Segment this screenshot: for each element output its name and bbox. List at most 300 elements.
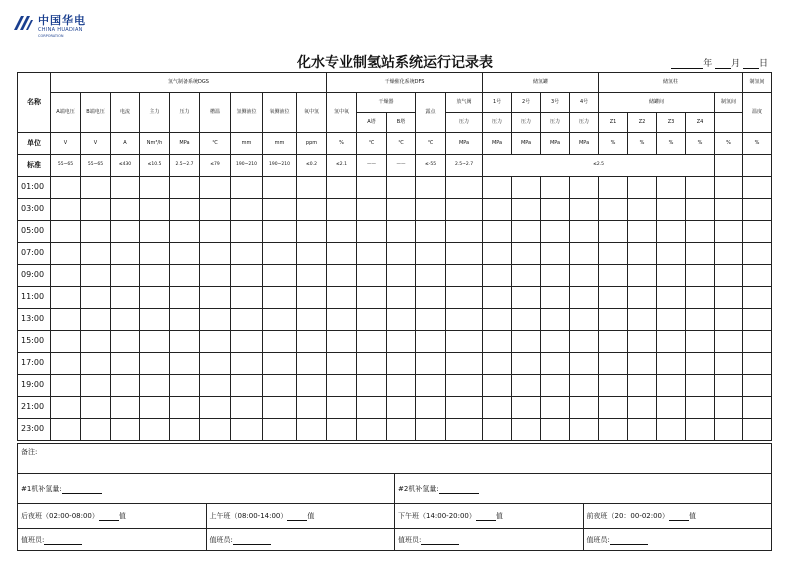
entry-cell[interactable]	[657, 177, 686, 199]
entry-cell[interactable]	[446, 221, 483, 243]
entry-cell[interactable]	[743, 353, 772, 375]
entry-cell[interactable]	[512, 221, 541, 243]
entry-cell[interactable]	[743, 199, 772, 221]
entry-cell[interactable]	[231, 419, 263, 441]
entry-cell[interactable]	[81, 353, 111, 375]
entry-cell[interactable]	[231, 265, 263, 287]
entry-cell[interactable]	[686, 331, 715, 353]
entry-cell[interactable]	[81, 397, 111, 419]
entry-cell[interactable]	[446, 419, 483, 441]
entry-cell[interactable]	[140, 243, 170, 265]
month-blank[interactable]	[715, 59, 731, 69]
entry-cell[interactable]	[743, 287, 772, 309]
entry-cell[interactable]	[140, 309, 170, 331]
entry-cell[interactable]	[570, 419, 599, 441]
entry-cell[interactable]	[140, 397, 170, 419]
staff-cell[interactable]	[18, 529, 207, 551]
entry-cell[interactable]	[743, 221, 772, 243]
entry-cell[interactable]	[327, 353, 357, 375]
shift-blank[interactable]	[287, 513, 307, 521]
entry-cell[interactable]	[231, 287, 263, 309]
entry-cell[interactable]	[686, 265, 715, 287]
entry-cell[interactable]	[483, 243, 512, 265]
entry-cell[interactable]	[686, 287, 715, 309]
staff-blank[interactable]	[421, 537, 459, 545]
entry-cell[interactable]	[715, 221, 743, 243]
entry-cell[interactable]	[570, 287, 599, 309]
entry-cell[interactable]	[140, 287, 170, 309]
entry-cell[interactable]	[541, 331, 570, 353]
entry-cell[interactable]	[628, 177, 657, 199]
entry-cell[interactable]	[81, 265, 111, 287]
entry-cell[interactable]	[628, 353, 657, 375]
entry-cell[interactable]	[170, 309, 200, 331]
entry-cell[interactable]	[387, 397, 416, 419]
entry-cell[interactable]	[140, 199, 170, 221]
entry-cell[interactable]	[686, 419, 715, 441]
entry-cell[interactable]	[541, 397, 570, 419]
entry-cell[interactable]	[170, 199, 200, 221]
entry-cell[interactable]	[297, 265, 327, 287]
entry-cell[interactable]	[387, 309, 416, 331]
entry-cell[interactable]	[357, 331, 387, 353]
entry-cell[interactable]	[657, 199, 686, 221]
entry-cell[interactable]	[743, 419, 772, 441]
entry-cell[interactable]	[416, 221, 446, 243]
entry-cell[interactable]	[263, 287, 297, 309]
entry-cell[interactable]	[263, 419, 297, 441]
entry-cell[interactable]	[715, 265, 743, 287]
entry-cell[interactable]	[357, 243, 387, 265]
entry-cell[interactable]	[483, 221, 512, 243]
entry-cell[interactable]	[170, 177, 200, 199]
entry-cell[interactable]	[446, 309, 483, 331]
entry-cell[interactable]	[599, 287, 628, 309]
entry-cell[interactable]	[297, 419, 327, 441]
entry-cell[interactable]	[715, 287, 743, 309]
entry-cell[interactable]	[231, 177, 263, 199]
entry-cell[interactable]	[387, 265, 416, 287]
entry-cell[interactable]	[81, 375, 111, 397]
entry-cell[interactable]	[599, 265, 628, 287]
entry-cell[interactable]	[263, 221, 297, 243]
entry-cell[interactable]	[81, 309, 111, 331]
entry-cell[interactable]	[200, 353, 231, 375]
entry-cell[interactable]	[297, 199, 327, 221]
entry-cell[interactable]	[541, 243, 570, 265]
entry-cell[interactable]	[231, 243, 263, 265]
entry-cell[interactable]	[416, 199, 446, 221]
entry-cell[interactable]	[200, 419, 231, 441]
entry-cell[interactable]	[570, 265, 599, 287]
entry-cell[interactable]	[541, 265, 570, 287]
entry-cell[interactable]	[231, 353, 263, 375]
entry-cell[interactable]	[743, 375, 772, 397]
entry-cell[interactable]	[111, 265, 140, 287]
entry-cell[interactable]	[512, 243, 541, 265]
entry-cell[interactable]	[81, 177, 111, 199]
entry-cell[interactable]	[416, 419, 446, 441]
entry-cell[interactable]	[657, 309, 686, 331]
entry-cell[interactable]	[483, 353, 512, 375]
entry-cell[interactable]	[541, 199, 570, 221]
entry-cell[interactable]	[628, 287, 657, 309]
entry-cell[interactable]	[51, 221, 81, 243]
entry-cell[interactable]	[387, 375, 416, 397]
entry-cell[interactable]	[541, 375, 570, 397]
entry-cell[interactable]	[140, 331, 170, 353]
entry-cell[interactable]	[657, 243, 686, 265]
entry-cell[interactable]	[111, 419, 140, 441]
entry-cell[interactable]	[297, 375, 327, 397]
entry-cell[interactable]	[111, 331, 140, 353]
entry-cell[interactable]	[297, 221, 327, 243]
entry-cell[interactable]	[628, 375, 657, 397]
staff-cell[interactable]	[583, 529, 772, 551]
shift-cell[interactable]	[583, 504, 772, 529]
shift-blank[interactable]	[669, 513, 689, 521]
entry-cell[interactable]	[715, 375, 743, 397]
entry-cell[interactable]	[51, 177, 81, 199]
entry-cell[interactable]	[483, 419, 512, 441]
entry-cell[interactable]	[327, 177, 357, 199]
entry-cell[interactable]	[512, 287, 541, 309]
entry-cell[interactable]	[743, 243, 772, 265]
unit2-blank[interactable]	[439, 486, 479, 494]
entry-cell[interactable]	[51, 419, 81, 441]
entry-cell[interactable]	[200, 177, 231, 199]
entry-cell[interactable]	[416, 353, 446, 375]
unit2-cell[interactable]	[395, 474, 772, 504]
entry-cell[interactable]	[743, 177, 772, 199]
entry-cell[interactable]	[200, 397, 231, 419]
entry-cell[interactable]	[51, 375, 81, 397]
entry-cell[interactable]	[657, 353, 686, 375]
entry-cell[interactable]	[200, 375, 231, 397]
entry-cell[interactable]	[327, 309, 357, 331]
entry-cell[interactable]	[297, 177, 327, 199]
entry-cell[interactable]	[231, 331, 263, 353]
entry-cell[interactable]	[140, 177, 170, 199]
entry-cell[interactable]	[81, 199, 111, 221]
day-blank[interactable]	[743, 59, 759, 69]
entry-cell[interactable]	[743, 397, 772, 419]
entry-cell[interactable]	[111, 287, 140, 309]
entry-cell[interactable]	[200, 287, 231, 309]
entry-cell[interactable]	[327, 265, 357, 287]
entry-cell[interactable]	[483, 199, 512, 221]
entry-cell[interactable]	[541, 177, 570, 199]
entry-cell[interactable]	[327, 199, 357, 221]
entry-cell[interactable]	[599, 419, 628, 441]
entry-cell[interactable]	[446, 177, 483, 199]
entry-cell[interactable]	[541, 221, 570, 243]
entry-cell[interactable]	[570, 397, 599, 419]
shift-blank[interactable]	[99, 513, 119, 521]
shift-cell[interactable]	[206, 504, 395, 529]
entry-cell[interactable]	[111, 309, 140, 331]
entry-cell[interactable]	[51, 265, 81, 287]
entry-cell[interactable]	[170, 287, 200, 309]
entry-cell[interactable]	[327, 419, 357, 441]
entry-cell[interactable]	[715, 331, 743, 353]
entry-cell[interactable]	[512, 199, 541, 221]
entry-cell[interactable]	[570, 199, 599, 221]
entry-cell[interactable]	[231, 309, 263, 331]
entry-cell[interactable]	[686, 221, 715, 243]
entry-cell[interactable]	[599, 309, 628, 331]
entry-cell[interactable]	[111, 199, 140, 221]
entry-cell[interactable]	[170, 397, 200, 419]
entry-cell[interactable]	[599, 177, 628, 199]
entry-cell[interactable]	[628, 331, 657, 353]
entry-cell[interactable]	[81, 331, 111, 353]
entry-cell[interactable]	[483, 331, 512, 353]
entry-cell[interactable]	[81, 287, 111, 309]
entry-cell[interactable]	[51, 199, 81, 221]
entry-cell[interactable]	[263, 177, 297, 199]
entry-cell[interactable]	[686, 309, 715, 331]
entry-cell[interactable]	[715, 397, 743, 419]
entry-cell[interactable]	[446, 375, 483, 397]
entry-cell[interactable]	[111, 375, 140, 397]
shift-cell[interactable]	[395, 504, 584, 529]
entry-cell[interactable]	[387, 419, 416, 441]
entry-cell[interactable]	[140, 375, 170, 397]
shift-blank[interactable]	[476, 513, 496, 521]
entry-cell[interactable]	[111, 243, 140, 265]
entry-cell[interactable]	[446, 397, 483, 419]
entry-cell[interactable]	[200, 309, 231, 331]
staff-blank[interactable]	[44, 537, 82, 545]
entry-cell[interactable]	[686, 353, 715, 375]
entry-cell[interactable]	[483, 265, 512, 287]
entry-cell[interactable]	[743, 265, 772, 287]
entry-cell[interactable]	[570, 353, 599, 375]
entry-cell[interactable]	[327, 243, 357, 265]
entry-cell[interactable]	[657, 419, 686, 441]
entry-cell[interactable]	[111, 177, 140, 199]
entry-cell[interactable]	[599, 199, 628, 221]
entry-cell[interactable]	[140, 353, 170, 375]
staff-blank[interactable]	[233, 537, 271, 545]
entry-cell[interactable]	[357, 221, 387, 243]
entry-cell[interactable]	[416, 309, 446, 331]
entry-cell[interactable]	[51, 309, 81, 331]
entry-cell[interactable]	[170, 221, 200, 243]
entry-cell[interactable]	[657, 331, 686, 353]
entry-cell[interactable]	[570, 309, 599, 331]
entry-cell[interactable]	[170, 265, 200, 287]
entry-cell[interactable]	[51, 397, 81, 419]
entry-cell[interactable]	[483, 375, 512, 397]
entry-cell[interactable]	[657, 375, 686, 397]
entry-cell[interactable]	[387, 353, 416, 375]
entry-cell[interactable]	[170, 243, 200, 265]
entry-cell[interactable]	[715, 199, 743, 221]
entry-cell[interactable]	[541, 287, 570, 309]
entry-cell[interactable]	[416, 331, 446, 353]
entry-cell[interactable]	[743, 309, 772, 331]
entry-cell[interactable]	[570, 243, 599, 265]
entry-cell[interactable]	[657, 287, 686, 309]
entry-cell[interactable]	[170, 419, 200, 441]
entry-cell[interactable]	[357, 397, 387, 419]
entry-cell[interactable]	[416, 177, 446, 199]
entry-cell[interactable]	[512, 331, 541, 353]
entry-cell[interactable]	[570, 221, 599, 243]
entry-cell[interactable]	[297, 353, 327, 375]
entry-cell[interactable]	[263, 199, 297, 221]
entry-cell[interactable]	[686, 243, 715, 265]
entry-cell[interactable]	[512, 265, 541, 287]
entry-cell[interactable]	[357, 309, 387, 331]
entry-cell[interactable]	[446, 287, 483, 309]
shift-cell[interactable]	[18, 504, 207, 529]
entry-cell[interactable]	[263, 243, 297, 265]
entry-cell[interactable]	[599, 397, 628, 419]
entry-cell[interactable]	[357, 177, 387, 199]
entry-cell[interactable]	[628, 265, 657, 287]
entry-cell[interactable]	[231, 375, 263, 397]
entry-cell[interactable]	[170, 331, 200, 353]
entry-cell[interactable]	[140, 221, 170, 243]
entry-cell[interactable]	[743, 331, 772, 353]
entry-cell[interactable]	[51, 331, 81, 353]
entry-cell[interactable]	[170, 375, 200, 397]
entry-cell[interactable]	[686, 177, 715, 199]
entry-cell[interactable]	[263, 397, 297, 419]
entry-cell[interactable]	[297, 243, 327, 265]
entry-cell[interactable]	[81, 221, 111, 243]
entry-cell[interactable]	[297, 287, 327, 309]
entry-cell[interactable]	[111, 397, 140, 419]
entry-cell[interactable]	[263, 331, 297, 353]
entry-cell[interactable]	[541, 419, 570, 441]
entry-cell[interactable]	[297, 397, 327, 419]
entry-cell[interactable]	[657, 221, 686, 243]
entry-cell[interactable]	[715, 309, 743, 331]
entry-cell[interactable]	[483, 397, 512, 419]
entry-cell[interactable]	[483, 309, 512, 331]
entry-cell[interactable]	[512, 353, 541, 375]
entry-cell[interactable]	[657, 397, 686, 419]
entry-cell[interactable]	[327, 331, 357, 353]
entry-cell[interactable]	[512, 309, 541, 331]
unit1-cell[interactable]	[18, 474, 395, 504]
entry-cell[interactable]	[512, 177, 541, 199]
entry-cell[interactable]	[628, 243, 657, 265]
entry-cell[interactable]	[387, 199, 416, 221]
entry-cell[interactable]	[357, 265, 387, 287]
entry-cell[interactable]	[327, 397, 357, 419]
entry-cell[interactable]	[446, 353, 483, 375]
entry-cell[interactable]	[297, 331, 327, 353]
entry-cell[interactable]	[570, 177, 599, 199]
entry-cell[interactable]	[416, 397, 446, 419]
entry-cell[interactable]	[51, 243, 81, 265]
entry-cell[interactable]	[200, 331, 231, 353]
entry-cell[interactable]	[51, 287, 81, 309]
entry-cell[interactable]	[387, 243, 416, 265]
entry-cell[interactable]	[416, 243, 446, 265]
entry-cell[interactable]	[541, 309, 570, 331]
entry-cell[interactable]	[357, 375, 387, 397]
entry-cell[interactable]	[715, 353, 743, 375]
entry-cell[interactable]	[541, 353, 570, 375]
entry-cell[interactable]	[483, 287, 512, 309]
entry-cell[interactable]	[570, 331, 599, 353]
entry-cell[interactable]	[357, 353, 387, 375]
entry-cell[interactable]	[81, 419, 111, 441]
entry-cell[interactable]	[446, 243, 483, 265]
entry-cell[interactable]	[599, 221, 628, 243]
entry-cell[interactable]	[628, 419, 657, 441]
entry-cell[interactable]	[231, 397, 263, 419]
entry-cell[interactable]	[327, 287, 357, 309]
unit1-blank[interactable]	[62, 486, 102, 494]
entry-cell[interactable]	[446, 265, 483, 287]
entry-cell[interactable]	[686, 397, 715, 419]
staff-cell[interactable]	[206, 529, 395, 551]
entry-cell[interactable]	[51, 353, 81, 375]
entry-cell[interactable]	[599, 353, 628, 375]
entry-cell[interactable]	[387, 221, 416, 243]
entry-cell[interactable]	[628, 309, 657, 331]
entry-cell[interactable]	[111, 221, 140, 243]
entry-cell[interactable]	[416, 265, 446, 287]
entry-cell[interactable]	[200, 199, 231, 221]
entry-cell[interactable]	[483, 177, 512, 199]
entry-cell[interactable]	[357, 287, 387, 309]
entry-cell[interactable]	[657, 265, 686, 287]
entry-cell[interactable]	[357, 199, 387, 221]
entry-cell[interactable]	[200, 265, 231, 287]
entry-cell[interactable]	[715, 243, 743, 265]
entry-cell[interactable]	[570, 375, 599, 397]
entry-cell[interactable]	[231, 221, 263, 243]
entry-cell[interactable]	[387, 177, 416, 199]
entry-cell[interactable]	[231, 199, 263, 221]
entry-cell[interactable]	[715, 177, 743, 199]
entry-cell[interactable]	[599, 375, 628, 397]
entry-cell[interactable]	[387, 331, 416, 353]
entry-cell[interactable]	[263, 265, 297, 287]
entry-cell[interactable]	[628, 221, 657, 243]
entry-cell[interactable]	[327, 221, 357, 243]
staff-cell[interactable]	[395, 529, 584, 551]
entry-cell[interactable]	[599, 331, 628, 353]
year-blank[interactable]	[671, 59, 703, 69]
entry-cell[interactable]	[599, 243, 628, 265]
entry-cell[interactable]	[446, 199, 483, 221]
entry-cell[interactable]	[686, 199, 715, 221]
entry-cell[interactable]	[81, 243, 111, 265]
entry-cell[interactable]	[111, 353, 140, 375]
entry-cell[interactable]	[416, 375, 446, 397]
entry-cell[interactable]	[512, 375, 541, 397]
entry-cell[interactable]	[715, 419, 743, 441]
entry-cell[interactable]	[200, 221, 231, 243]
entry-cell[interactable]	[170, 353, 200, 375]
entry-cell[interactable]	[416, 287, 446, 309]
entry-cell[interactable]	[628, 199, 657, 221]
entry-cell[interactable]	[512, 419, 541, 441]
entry-cell[interactable]	[297, 309, 327, 331]
staff-blank[interactable]	[610, 537, 648, 545]
entry-cell[interactable]	[263, 375, 297, 397]
entry-cell[interactable]	[387, 287, 416, 309]
